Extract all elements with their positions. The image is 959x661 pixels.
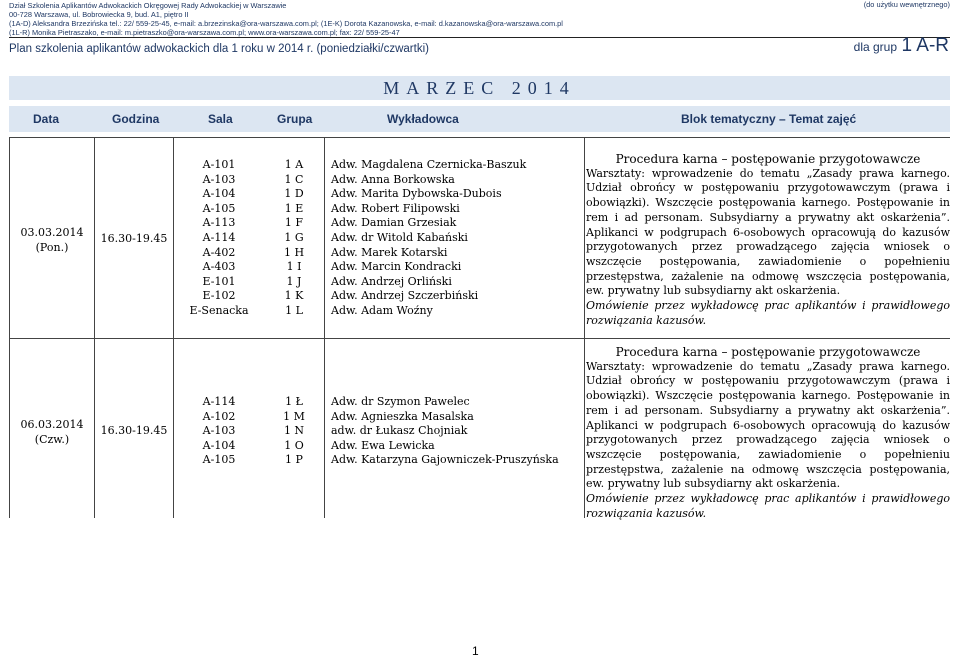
- internal-use-note: (do użytku wewnętrznego): [863, 0, 950, 9]
- grid-line: [324, 137, 325, 518]
- org-address: 00-728 Warszawa, ul. Bobrowiecka 9, bud. A1, piętro II: [9, 10, 189, 19]
- grid-line: [9, 338, 950, 339]
- session-topic: [586, 345, 950, 521]
- grid-line: [9, 137, 10, 518]
- page-number: 1: [472, 644, 479, 658]
- session-rooms: A-114 A-102 A-103 A-104 A-105: [202, 395, 236, 467]
- group-indicator: [854, 35, 949, 57]
- grid-line: [94, 137, 95, 518]
- session-rooms: A-101 A-103 A-104 A-105 A-113 A-114 A-402 A-403 E-101 E-102 E-Senacka: [189, 158, 249, 317]
- session-lecturers: Adw. dr Szymon Pawelec Adw. Agnieszka Masalska adw. dr Łukasz Chojniak Adw. Ewa Lewicka Adw. Katarzyna Gajowniczek-Pruszyńska: [331, 395, 559, 467]
- topic-title: Procedura karna – postępowanie przygotowawcze: [615, 345, 921, 359]
- col-date: Data: [33, 112, 60, 126]
- col-lecturer: Wykładowca: [387, 112, 459, 126]
- session-lecturers: Adw. Magdalena Czernicka-Baszuk Adw. Anna Borkowska Adw. Marita Dybowska-Dubois Adw. Robert Filipowski Adw. Damian Grzesiak Adw. dr Witold Kabański Adw. Marek Kotarski Adw. Marcin Kondracki Adw. Andrzej Orliński Adw. Andrzej Szczerbiński Adw. Adam Woźny: [331, 158, 527, 317]
- session-time: 16.30-19.45: [100, 232, 168, 245]
- contact-line-2: (1L-R) Monika Pietraszako, e-mail: m.pietraszko@ora-warszawa.com.pl; www.ora-warszawa.com.pl; fax: 22/ 559-25-47: [9, 28, 400, 37]
- contact-line-1: (1A-D) Aleksandra Brzezińska tel.: 22/ 559-25-45, e-mail: a.brzezinska@ora-warszawa.com.pl; (1E-K) Dorota Kazanowska, e-mail: d.kazanowska@ora-warszawa.com.pl: [9, 19, 563, 28]
- session-date: 06.03.2014 (Czw.): [20, 418, 84, 446]
- session-topic: [586, 152, 950, 328]
- grid-line: [9, 137, 950, 138]
- org-name: Dział Szkolenia Aplikantów Adwokackich Okręgowej Rady Adwokackiej w Warszawie: [9, 1, 287, 10]
- session-groups: 1 Ł 1 M 1 N 1 O 1 P: [283, 395, 305, 467]
- col-group: Grupa: [277, 112, 313, 126]
- plan-title: Plan szkolenia aplikantów adwokackich dla 1 roku w 2014 r. (poniedziałki/czwartki): [9, 43, 429, 55]
- header-divider: [9, 37, 950, 38]
- group-value: 1 A-R: [901, 35, 949, 56]
- col-room: Sala: [208, 112, 233, 126]
- table-header: [9, 106, 950, 132]
- col-time: Godzina: [112, 112, 160, 126]
- session-date: 03.03.2014 (Pon.): [20, 226, 84, 254]
- topic-note: Omówienie przez wykładowcę prac aplikantów i prawidłowego rozwiązania kazusów.: [586, 492, 950, 520]
- session-groups: 1 A 1 C 1 D 1 E 1 F 1 G 1 H 1 I 1 J 1 K 1 L: [283, 158, 305, 317]
- grid-line: [584, 137, 585, 518]
- topic-body: Warsztaty: wprowadzenie do tematu „Zasady prawa karnego. Udział obrońcy w postępowaniu przygotowawczym (prawa i obowiązki). Wszczęcie postępowania karnego. Postępowanie in rem i ad personam. Subsydiarny a prywatny akt oskarżenia”. Aplikanci w podgrupach 6-osobowych opracowują do kazusów przygotowanych przez prowadzącego zajęcia wniosek o wszczęcie postępowania, zawiadomienie o popełnieniu przestępstwa, zażalenie na odmowę wszczęcia postępowania, ew. prywatny lub subsydiarny akt oskarżenia.: [586, 166, 950, 298]
- group-label: dla grup: [853, 40, 898, 54]
- col-topic: Blok tematyczny – Temat zajęć: [681, 112, 857, 126]
- topic-body: Warsztaty: wprowadzenie do tematu „Zasady prawa karnego. Udział obrońcy w postępowaniu przygotowawczym (prawa i obowiązki). Wszczęcie postępowania karnego. Postępowanie in rem i ad personam. Subsydiarny a prywatny akt oskarżenia”. Aplikanci w podgrupach 6-osobowych opracowują do kazusów przygotowanych przez prowadzącego zajęcia wniosek o wszczęcie postępowania, zawiadomienie o popełnieniu przestępstwa, zażalenie na odmowę wszczęcia postępowania, ew. prywatny lub subsydiarny akt oskarżenia.: [586, 359, 950, 491]
- topic-note: Omówienie przez wykładowcę prac aplikantów i prawidłowego rozwiązania kazusów.: [586, 299, 950, 327]
- topic-title: Procedura karna – postępowanie przygotowawcze: [615, 152, 921, 166]
- month-banner: MARZEC 2014: [9, 76, 950, 100]
- session-time: 16.30-19.45: [100, 424, 168, 437]
